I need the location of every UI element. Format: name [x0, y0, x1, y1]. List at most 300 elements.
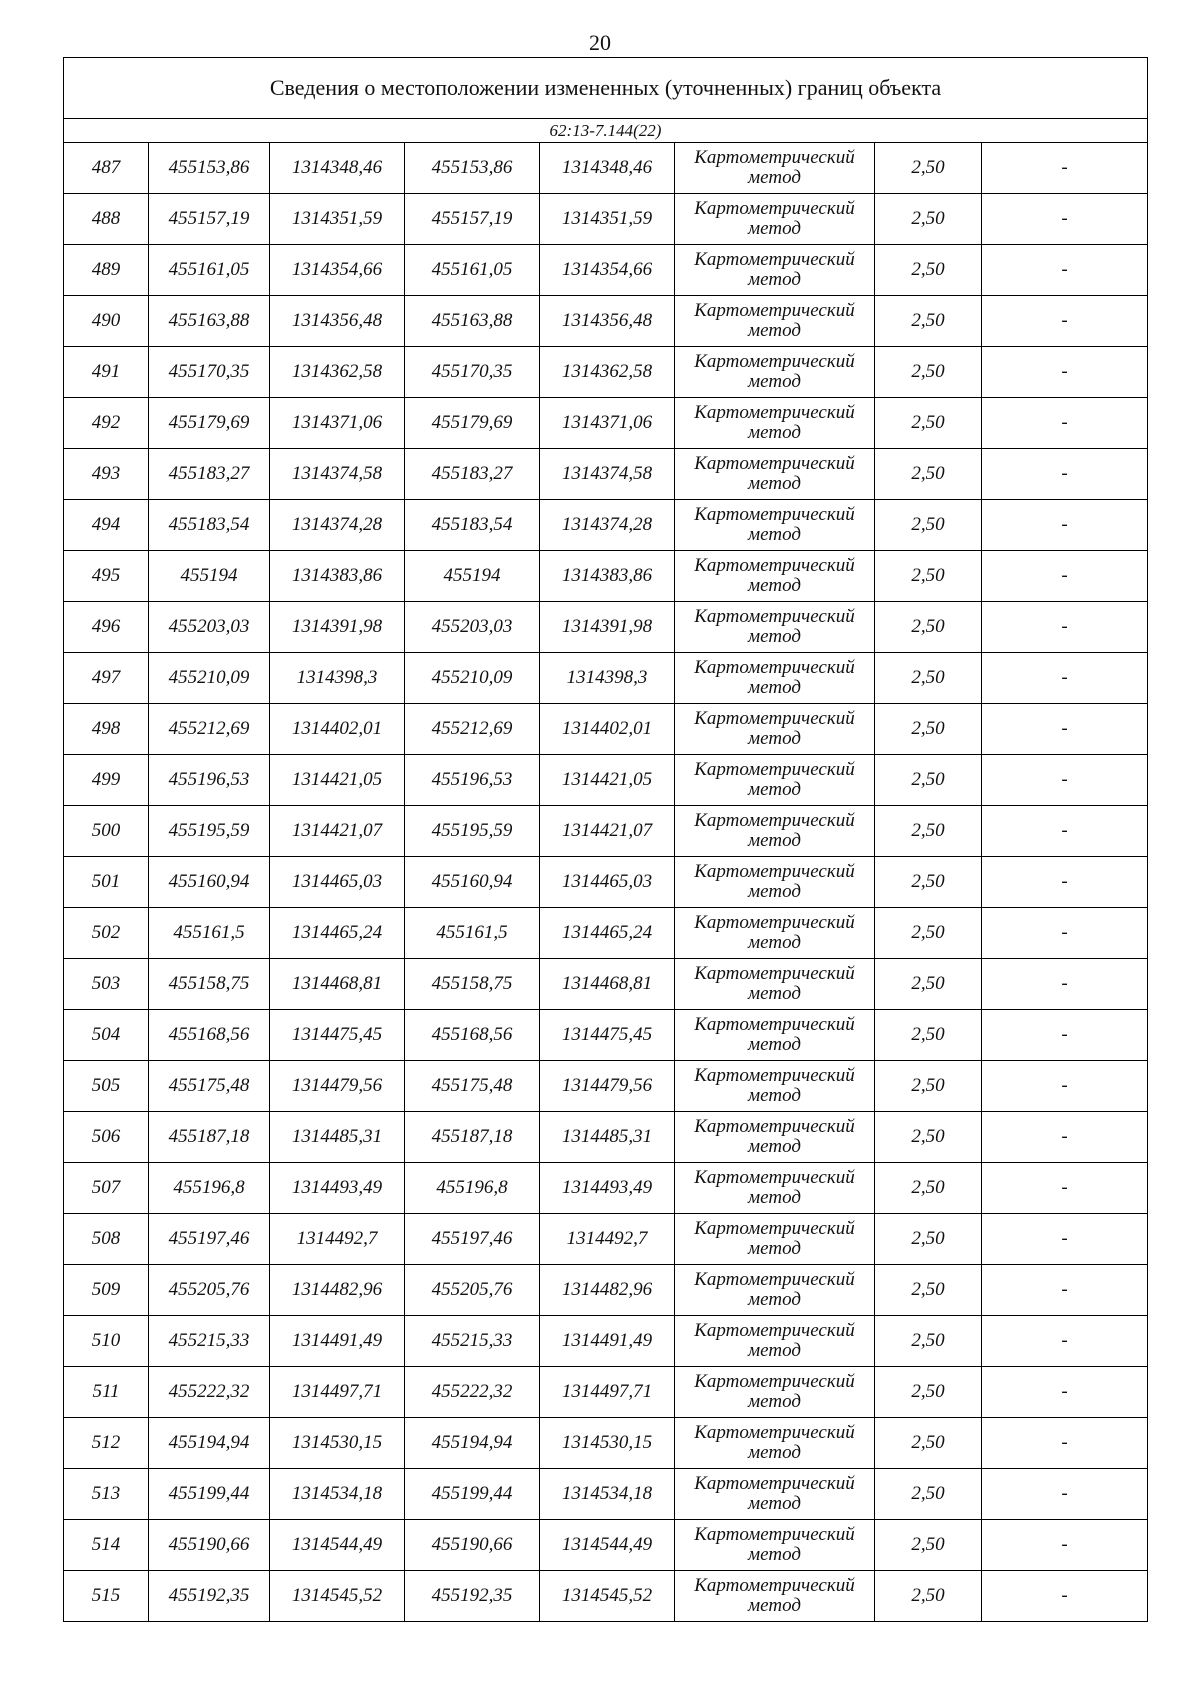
method-line-1: Картометрический	[694, 351, 855, 372]
updated-y-cell: 1314374,58	[540, 449, 675, 500]
method-line-1: Картометрический	[694, 1065, 855, 1086]
updated-y-cell: 1314421,07	[540, 806, 675, 857]
precision-cell: 2,50	[875, 245, 982, 296]
method-cell	[675, 755, 875, 806]
method-line-1: Картометрический	[694, 1014, 855, 1035]
updated-y-cell: 1314465,24	[540, 908, 675, 959]
existing-y-cell: 1314383,86	[270, 551, 405, 602]
note-cell: -	[982, 449, 1148, 500]
point-number-cell: 515	[64, 1571, 149, 1622]
method-cell	[675, 1010, 875, 1061]
method-line-1: Картометрический	[694, 1371, 855, 1392]
precision-cell: 2,50	[875, 959, 982, 1010]
point-number-cell: 493	[64, 449, 149, 500]
updated-y-cell: 1314534,18	[540, 1469, 675, 1520]
existing-y-cell: 1314465,24	[270, 908, 405, 959]
precision-cell: 2,50	[875, 1112, 982, 1163]
precision-cell: 2,50	[875, 1265, 982, 1316]
note-cell: -	[982, 1367, 1148, 1418]
table-row	[64, 602, 1148, 653]
updated-x-cell: 455195,59	[405, 806, 540, 857]
updated-x-cell: 455183,27	[405, 449, 540, 500]
note-cell: -	[982, 602, 1148, 653]
point-number-cell: 489	[64, 245, 149, 296]
point-number-cell: 502	[64, 908, 149, 959]
note-cell: -	[982, 398, 1148, 449]
note-cell: -	[982, 347, 1148, 398]
precision-cell: 2,50	[875, 755, 982, 806]
point-number-cell: 510	[64, 1316, 149, 1367]
point-number-cell: 492	[64, 398, 149, 449]
table-row	[64, 1163, 1148, 1214]
updated-x-cell: 455179,69	[405, 398, 540, 449]
method-cell	[675, 449, 875, 500]
method-line-1: Картометрический	[694, 606, 855, 627]
note-cell: -	[982, 194, 1148, 245]
method-line-2: метод	[748, 320, 801, 341]
existing-y-cell: 1314545,52	[270, 1571, 405, 1622]
precision-cell: 2,50	[875, 602, 982, 653]
updated-x-cell: 455183,54	[405, 500, 540, 551]
table-title: Сведения о местоположении измененных (уточненных) границ объекта	[64, 58, 1148, 119]
point-number-cell: 494	[64, 500, 149, 551]
note-cell: -	[982, 653, 1148, 704]
method-line-1: Картометрический	[694, 300, 855, 321]
existing-x-cell: 455183,27	[149, 449, 270, 500]
existing-y-cell: 1314485,31	[270, 1112, 405, 1163]
method-cell	[675, 1571, 875, 1622]
existing-y-cell: 1314492,7	[270, 1214, 405, 1265]
existing-y-cell: 1314475,45	[270, 1010, 405, 1061]
point-number-cell: 498	[64, 704, 149, 755]
method-line-2: метод	[748, 677, 801, 698]
existing-x-cell: 455196,8	[149, 1163, 270, 1214]
method-line-1: Картометрический	[694, 1167, 855, 1188]
existing-x-cell: 455190,66	[149, 1520, 270, 1571]
updated-x-cell: 455196,53	[405, 755, 540, 806]
method-line-2: метод	[748, 830, 801, 851]
existing-x-cell: 455158,75	[149, 959, 270, 1010]
point-number-cell: 501	[64, 857, 149, 908]
table-row	[64, 1469, 1148, 1520]
table-row	[64, 704, 1148, 755]
point-number-cell: 488	[64, 194, 149, 245]
updated-x-cell: 455192,35	[405, 1571, 540, 1622]
updated-y-cell: 1314530,15	[540, 1418, 675, 1469]
method-line-2: метод	[748, 1391, 801, 1412]
existing-y-cell: 1314493,49	[270, 1163, 405, 1214]
updated-x-cell: 455157,19	[405, 194, 540, 245]
existing-y-cell: 1314402,01	[270, 704, 405, 755]
method-line-2: метод	[748, 218, 801, 239]
point-number-cell: 495	[64, 551, 149, 602]
point-number-cell: 508	[64, 1214, 149, 1265]
method-line-2: метод	[748, 167, 801, 188]
precision-cell: 2,50	[875, 143, 982, 194]
method-line-1: Картометрический	[694, 1422, 855, 1443]
existing-y-cell: 1314479,56	[270, 1061, 405, 1112]
method-line-1: Картометрический	[694, 759, 855, 780]
method-line-2: метод	[748, 626, 801, 647]
table-row	[64, 143, 1148, 194]
updated-y-cell: 1314545,52	[540, 1571, 675, 1622]
precision-cell: 2,50	[875, 806, 982, 857]
note-cell: -	[982, 1112, 1148, 1163]
updated-y-cell: 1314491,49	[540, 1316, 675, 1367]
method-line-2: метод	[748, 1493, 801, 1514]
note-cell: -	[982, 296, 1148, 347]
updated-x-cell: 455210,09	[405, 653, 540, 704]
table-row	[64, 194, 1148, 245]
existing-x-cell: 455203,03	[149, 602, 270, 653]
precision-cell: 2,50	[875, 1418, 982, 1469]
updated-x-cell: 455187,18	[405, 1112, 540, 1163]
precision-cell: 2,50	[875, 500, 982, 551]
method-line-2: метод	[748, 1136, 801, 1157]
table-row	[64, 806, 1148, 857]
existing-y-cell: 1314354,66	[270, 245, 405, 296]
updated-x-cell: 455222,32	[405, 1367, 540, 1418]
note-cell: -	[982, 755, 1148, 806]
point-number-cell: 511	[64, 1367, 149, 1418]
updated-x-cell: 455212,69	[405, 704, 540, 755]
method-line-2: метод	[748, 932, 801, 953]
precision-cell: 2,50	[875, 347, 982, 398]
updated-y-cell: 1314497,71	[540, 1367, 675, 1418]
updated-x-cell: 455161,5	[405, 908, 540, 959]
table-row	[64, 1418, 1148, 1469]
table-row	[64, 1520, 1148, 1571]
note-cell: -	[982, 806, 1148, 857]
point-number-cell: 503	[64, 959, 149, 1010]
existing-x-cell: 455194	[149, 551, 270, 602]
method-cell	[675, 1163, 875, 1214]
table-row	[64, 1571, 1148, 1622]
method-cell	[675, 1469, 875, 1520]
updated-x-cell: 455158,75	[405, 959, 540, 1010]
point-number-cell: 513	[64, 1469, 149, 1520]
object-code: 62:13-7.144(22)	[64, 119, 1148, 143]
updated-y-cell: 1314465,03	[540, 857, 675, 908]
updated-x-cell: 455215,33	[405, 1316, 540, 1367]
table-row	[64, 449, 1148, 500]
method-line-1: Картометрический	[694, 453, 855, 474]
existing-y-cell: 1314391,98	[270, 602, 405, 653]
method-line-2: метод	[748, 1187, 801, 1208]
note-cell: -	[982, 908, 1148, 959]
method-line-2: метод	[748, 269, 801, 290]
existing-y-cell: 1314465,03	[270, 857, 405, 908]
point-number-cell: 490	[64, 296, 149, 347]
updated-y-cell: 1314383,86	[540, 551, 675, 602]
precision-cell: 2,50	[875, 398, 982, 449]
existing-x-cell: 455199,44	[149, 1469, 270, 1520]
method-line-2: метод	[748, 575, 801, 596]
existing-x-cell: 455192,35	[149, 1571, 270, 1622]
precision-cell: 2,50	[875, 1010, 982, 1061]
existing-y-cell: 1314497,71	[270, 1367, 405, 1418]
updated-x-cell: 455161,05	[405, 245, 540, 296]
method-line-2: метод	[748, 1544, 801, 1565]
precision-cell: 2,50	[875, 1469, 982, 1520]
existing-y-cell: 1314351,59	[270, 194, 405, 245]
table-row	[64, 1010, 1148, 1061]
note-cell: -	[982, 1469, 1148, 1520]
method-cell	[675, 1418, 875, 1469]
existing-x-cell: 455161,5	[149, 908, 270, 959]
point-number-cell: 507	[64, 1163, 149, 1214]
note-cell: -	[982, 1571, 1148, 1622]
method-cell	[675, 653, 875, 704]
method-cell	[675, 347, 875, 398]
method-line-1: Картометрический	[694, 810, 855, 831]
precision-cell: 2,50	[875, 857, 982, 908]
existing-y-cell: 1314356,48	[270, 296, 405, 347]
existing-y-cell: 1314491,49	[270, 1316, 405, 1367]
updated-y-cell: 1314354,66	[540, 245, 675, 296]
updated-x-cell: 455196,8	[405, 1163, 540, 1214]
existing-x-cell: 455153,86	[149, 143, 270, 194]
method-cell	[675, 959, 875, 1010]
existing-y-cell: 1314371,06	[270, 398, 405, 449]
updated-y-cell: 1314544,49	[540, 1520, 675, 1571]
note-cell: -	[982, 1520, 1148, 1571]
method-line-1: Картометрический	[694, 402, 855, 423]
existing-y-cell: 1314362,58	[270, 347, 405, 398]
existing-y-cell: 1314482,96	[270, 1265, 405, 1316]
precision-cell: 2,50	[875, 1163, 982, 1214]
existing-y-cell: 1314530,15	[270, 1418, 405, 1469]
point-number-cell: 497	[64, 653, 149, 704]
existing-x-cell: 455179,69	[149, 398, 270, 449]
note-cell: -	[982, 1265, 1148, 1316]
method-line-1: Картометрический	[694, 147, 855, 168]
method-line-2: метод	[748, 779, 801, 800]
method-line-2: метод	[748, 524, 801, 545]
existing-y-cell: 1314468,81	[270, 959, 405, 1010]
updated-y-cell: 1314351,59	[540, 194, 675, 245]
precision-cell: 2,50	[875, 1316, 982, 1367]
note-cell: -	[982, 857, 1148, 908]
method-line-1: Картометрический	[694, 1116, 855, 1137]
updated-y-cell: 1314391,98	[540, 602, 675, 653]
point-number-cell: 496	[64, 602, 149, 653]
method-line-2: метод	[748, 473, 801, 494]
method-cell	[675, 1520, 875, 1571]
updated-x-cell: 455194	[405, 551, 540, 602]
table-title-row	[64, 58, 1148, 119]
method-line-2: метод	[748, 1289, 801, 1310]
updated-x-cell: 455199,44	[405, 1469, 540, 1520]
method-line-1: Картометрический	[694, 708, 855, 729]
table-row	[64, 857, 1148, 908]
existing-x-cell: 455222,32	[149, 1367, 270, 1418]
updated-x-cell: 455205,76	[405, 1265, 540, 1316]
updated-y-cell: 1314362,58	[540, 347, 675, 398]
existing-x-cell: 455183,54	[149, 500, 270, 551]
point-number-cell: 487	[64, 143, 149, 194]
method-line-2: метод	[748, 1595, 801, 1616]
precision-cell: 2,50	[875, 1520, 982, 1571]
table-row	[64, 1112, 1148, 1163]
existing-x-cell: 455194,94	[149, 1418, 270, 1469]
existing-x-cell: 455196,53	[149, 755, 270, 806]
method-cell	[675, 857, 875, 908]
precision-cell: 2,50	[875, 1367, 982, 1418]
existing-x-cell: 455160,94	[149, 857, 270, 908]
precision-cell: 2,50	[875, 194, 982, 245]
method-cell	[675, 1112, 875, 1163]
updated-y-cell: 1314398,3	[540, 653, 675, 704]
updated-x-cell: 455194,94	[405, 1418, 540, 1469]
updated-y-cell: 1314475,45	[540, 1010, 675, 1061]
existing-y-cell: 1314348,46	[270, 143, 405, 194]
method-line-1: Картометрический	[694, 1473, 855, 1494]
updated-x-cell: 455175,48	[405, 1061, 540, 1112]
note-cell: -	[982, 1061, 1148, 1112]
point-number-cell: 514	[64, 1520, 149, 1571]
method-line-2: метод	[748, 728, 801, 749]
existing-x-cell: 455197,46	[149, 1214, 270, 1265]
method-cell	[675, 704, 875, 755]
updated-y-cell: 1314485,31	[540, 1112, 675, 1163]
method-cell	[675, 1265, 875, 1316]
table-row	[64, 653, 1148, 704]
updated-y-cell: 1314479,56	[540, 1061, 675, 1112]
point-number-cell: 506	[64, 1112, 149, 1163]
method-line-1: Картометрический	[694, 861, 855, 882]
method-cell	[675, 500, 875, 551]
note-cell: -	[982, 1214, 1148, 1265]
boundary-coordinates-table	[63, 57, 1148, 1622]
updated-y-cell: 1314374,28	[540, 500, 675, 551]
existing-x-cell: 455187,18	[149, 1112, 270, 1163]
table-row	[64, 347, 1148, 398]
existing-x-cell: 455157,19	[149, 194, 270, 245]
method-cell	[675, 908, 875, 959]
method-line-1: Картометрический	[694, 1320, 855, 1341]
note-cell: -	[982, 500, 1148, 551]
existing-x-cell: 455212,69	[149, 704, 270, 755]
existing-x-cell: 455210,09	[149, 653, 270, 704]
precision-cell: 2,50	[875, 1061, 982, 1112]
method-line-2: метод	[748, 422, 801, 443]
table-row	[64, 1214, 1148, 1265]
existing-x-cell: 455195,59	[149, 806, 270, 857]
existing-x-cell: 455163,88	[149, 296, 270, 347]
method-line-2: метод	[748, 1442, 801, 1463]
note-cell: -	[982, 143, 1148, 194]
note-cell: -	[982, 1163, 1148, 1214]
method-line-2: метод	[748, 1238, 801, 1259]
precision-cell: 2,50	[875, 449, 982, 500]
updated-x-cell: 455160,94	[405, 857, 540, 908]
updated-y-cell: 1314493,49	[540, 1163, 675, 1214]
updated-y-cell: 1314492,7	[540, 1214, 675, 1265]
method-line-2: метод	[748, 371, 801, 392]
method-cell	[675, 1214, 875, 1265]
table-subtitle-row	[64, 119, 1148, 143]
existing-y-cell: 1314534,18	[270, 1469, 405, 1520]
method-line-2: метод	[748, 881, 801, 902]
point-number-cell: 499	[64, 755, 149, 806]
table-row	[64, 1367, 1148, 1418]
method-cell	[675, 296, 875, 347]
method-cell	[675, 245, 875, 296]
precision-cell: 2,50	[875, 653, 982, 704]
note-cell: -	[982, 1316, 1148, 1367]
method-cell	[675, 1367, 875, 1418]
table-row	[64, 551, 1148, 602]
note-cell: -	[982, 1010, 1148, 1061]
point-number-cell: 505	[64, 1061, 149, 1112]
existing-y-cell: 1314398,3	[270, 653, 405, 704]
point-number-cell: 504	[64, 1010, 149, 1061]
note-cell: -	[982, 551, 1148, 602]
table-row	[64, 245, 1148, 296]
note-cell: -	[982, 245, 1148, 296]
method-line-1: Картометрический	[694, 963, 855, 984]
updated-y-cell: 1314371,06	[540, 398, 675, 449]
existing-x-cell: 455170,35	[149, 347, 270, 398]
updated-x-cell: 455197,46	[405, 1214, 540, 1265]
method-line-1: Картометрический	[694, 1269, 855, 1290]
updated-y-cell: 1314421,05	[540, 755, 675, 806]
existing-x-cell: 455215,33	[149, 1316, 270, 1367]
updated-y-cell: 1314468,81	[540, 959, 675, 1010]
method-line-2: метод	[748, 1085, 801, 1106]
table-row	[64, 908, 1148, 959]
updated-x-cell: 455190,66	[405, 1520, 540, 1571]
method-line-1: Картометрический	[694, 1575, 855, 1596]
existing-y-cell: 1314421,05	[270, 755, 405, 806]
existing-y-cell: 1314544,49	[270, 1520, 405, 1571]
precision-cell: 2,50	[875, 296, 982, 347]
existing-x-cell: 455175,48	[149, 1061, 270, 1112]
method-line-2: метод	[748, 1340, 801, 1361]
point-number-cell: 512	[64, 1418, 149, 1469]
method-cell	[675, 806, 875, 857]
table-row	[64, 1316, 1148, 1367]
method-cell	[675, 1061, 875, 1112]
table-row	[64, 398, 1148, 449]
note-cell: -	[982, 1418, 1148, 1469]
updated-y-cell: 1314482,96	[540, 1265, 675, 1316]
method-cell	[675, 602, 875, 653]
method-line-2: метод	[748, 1034, 801, 1055]
point-number-cell: 491	[64, 347, 149, 398]
updated-x-cell: 455170,35	[405, 347, 540, 398]
updated-x-cell: 455203,03	[405, 602, 540, 653]
method-line-1: Картометрический	[694, 555, 855, 576]
table-row	[64, 959, 1148, 1010]
updated-x-cell: 455163,88	[405, 296, 540, 347]
precision-cell: 2,50	[875, 1571, 982, 1622]
point-number-cell: 500	[64, 806, 149, 857]
note-cell: -	[982, 959, 1148, 1010]
precision-cell: 2,50	[875, 908, 982, 959]
updated-x-cell: 455153,86	[405, 143, 540, 194]
method-cell	[675, 398, 875, 449]
method-cell	[675, 551, 875, 602]
updated-y-cell: 1314348,46	[540, 143, 675, 194]
precision-cell: 2,50	[875, 551, 982, 602]
page-number: 20	[589, 30, 611, 55]
method-line-1: Картометрический	[694, 249, 855, 270]
method-cell	[675, 143, 875, 194]
updated-x-cell: 455168,56	[405, 1010, 540, 1061]
method-cell	[675, 194, 875, 245]
